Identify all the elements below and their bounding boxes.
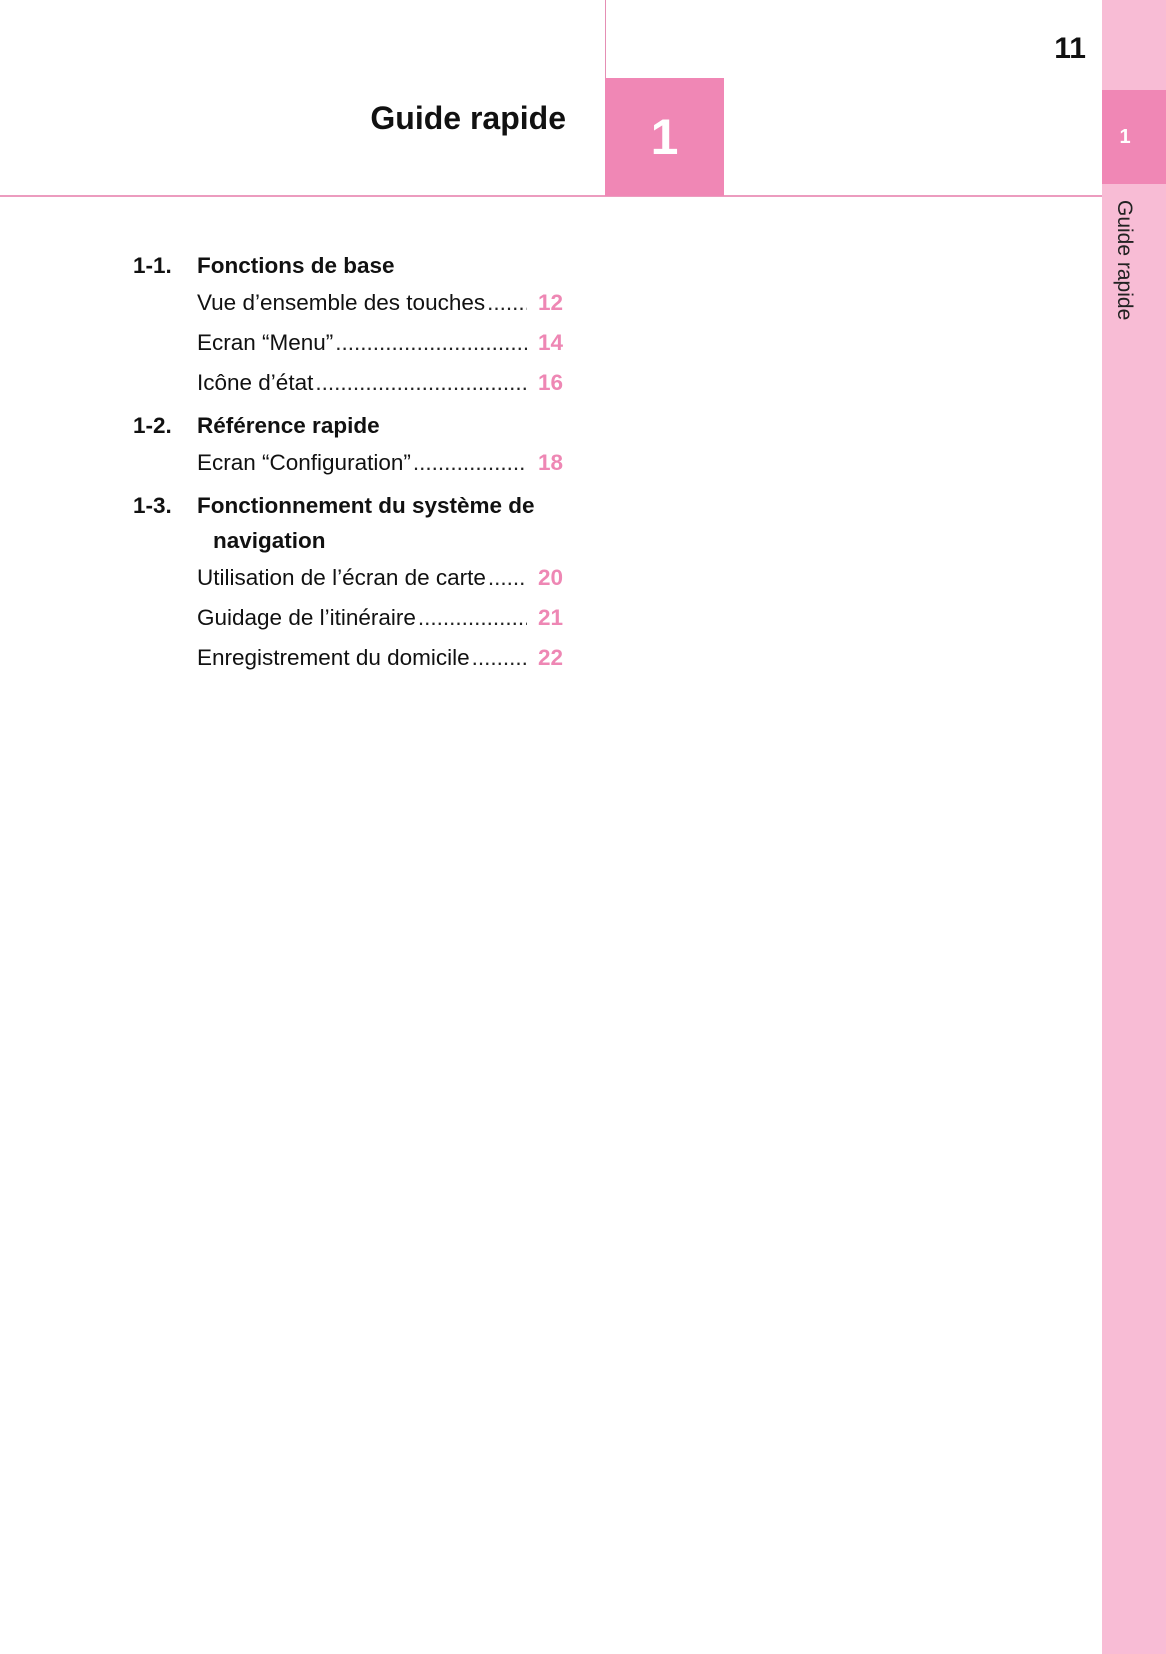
toc-entry[interactable] bbox=[133, 598, 563, 638]
toc-leader-dots bbox=[472, 638, 527, 678]
header-divider-vertical bbox=[605, 0, 606, 80]
toc-section-heading bbox=[133, 248, 563, 283]
toc-entry-page[interactable]: 22 bbox=[537, 645, 563, 670]
toc-entry-label: Ecran “Configuration” bbox=[197, 450, 411, 475]
toc-entry-page[interactable]: 14 bbox=[537, 330, 563, 355]
toc-section-number: 1-1. bbox=[133, 253, 172, 278]
toc-entry[interactable] bbox=[133, 283, 563, 323]
toc-leader-dots bbox=[335, 323, 527, 363]
page-number: 11 bbox=[1054, 32, 1086, 65]
toc-entry-label: Enregistrement du domicile bbox=[197, 645, 470, 670]
toc-entry-label: Vue d’ensemble des touches bbox=[197, 290, 486, 315]
toc-section-title: Fonctionnement du système de bbox=[197, 493, 535, 518]
toc-leader-dots bbox=[418, 598, 527, 638]
toc-leader-dots bbox=[487, 283, 527, 323]
chapter-number-box: 1 bbox=[605, 78, 724, 196]
toc-entry-page[interactable]: 18 bbox=[537, 450, 563, 475]
toc-section-title: Fonctions de base bbox=[197, 253, 395, 278]
toc-entry-label: Utilisation de l’écran de carte bbox=[197, 565, 486, 590]
toc-section-title: Référence rapide bbox=[197, 413, 380, 438]
toc-entry-page[interactable]: 12 bbox=[537, 290, 563, 315]
toc-leader-dots bbox=[413, 443, 527, 483]
toc-entry-label: Ecran “Menu” bbox=[197, 330, 334, 355]
table-of-contents bbox=[133, 248, 563, 678]
toc-section-heading bbox=[133, 408, 563, 443]
toc-section-title-continued: navigation bbox=[213, 528, 326, 553]
toc-section-number: 1-2. bbox=[133, 413, 172, 438]
toc-entry-page[interactable]: 16 bbox=[537, 370, 563, 395]
toc-entry-label: Guidage de l’itinéraire bbox=[197, 605, 416, 630]
toc-section-heading bbox=[133, 488, 563, 558]
toc-entry[interactable] bbox=[133, 323, 563, 363]
side-chapter-label: Guide rapide bbox=[1113, 200, 1136, 321]
toc-section-title-group bbox=[197, 488, 563, 558]
header-divider-horizontal bbox=[0, 195, 1102, 197]
toc-entry[interactable] bbox=[133, 443, 563, 483]
toc-entry-page[interactable]: 21 bbox=[537, 605, 563, 630]
toc-entry[interactable] bbox=[133, 638, 563, 678]
toc-entry-label: Icône d’état bbox=[197, 370, 314, 395]
toc-entry[interactable] bbox=[133, 558, 563, 598]
toc-entry[interactable] bbox=[133, 363, 563, 403]
toc-entry-page[interactable]: 20 bbox=[537, 565, 563, 590]
toc-leader-dots bbox=[315, 363, 527, 403]
toc-leader-dots bbox=[488, 558, 527, 598]
toc-section-number: 1-3. bbox=[133, 493, 172, 518]
page-title: Guide rapide bbox=[370, 100, 566, 136]
side-chapter-tab[interactable]: 1 bbox=[1102, 90, 1166, 184]
